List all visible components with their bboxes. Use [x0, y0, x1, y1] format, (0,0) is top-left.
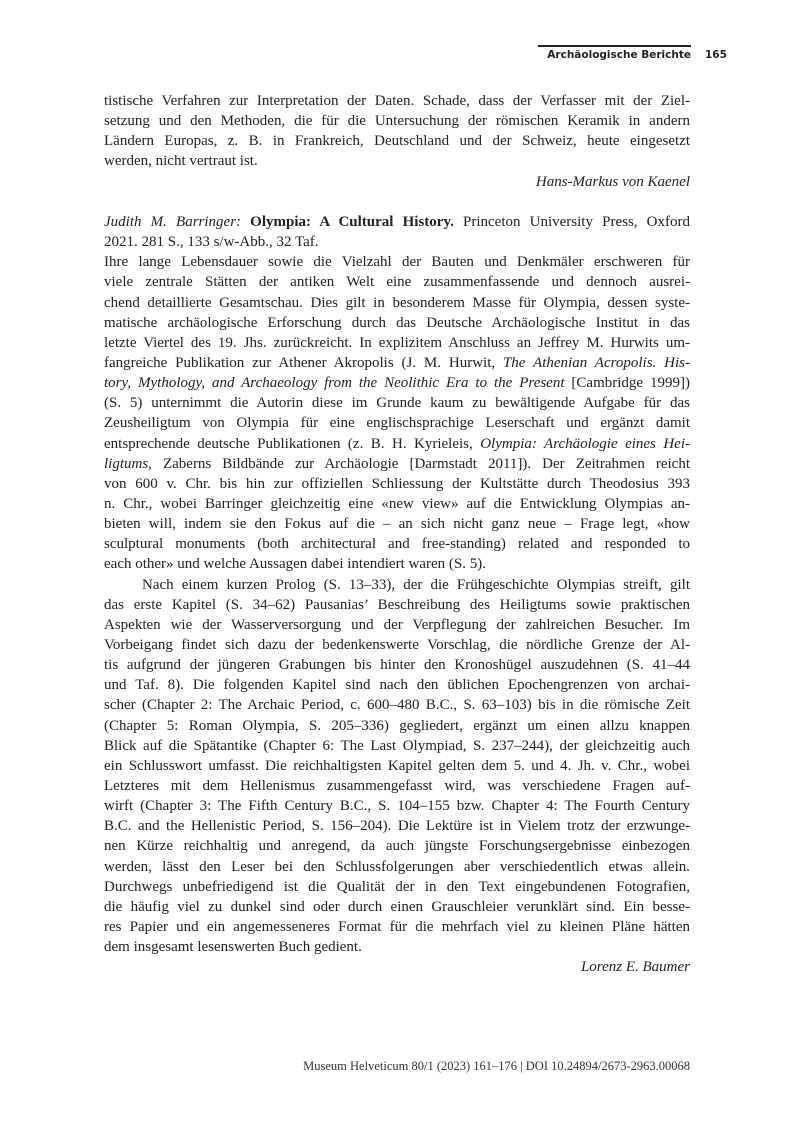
- text-line: [104, 514, 690, 534]
- review-citation: [104, 212, 690, 252]
- text-run: werden, lässt den Leser bei den Schlussfolgerungen aber verschiedentlich etwas allein.: [104, 858, 690, 875]
- italic-text-run: The Athenian Acropolis. His-: [502, 354, 690, 371]
- text-line: [104, 575, 690, 595]
- text-run: Ländern Europas, z. B. in Frankreich, Deutschland und der Schweiz, heute eingesetzt: [104, 133, 690, 150]
- text-run: scher (Chapter 2: The Archaic Period, c. 600–480 B.C., S. 63–103) bis in die römische Zeit: [104, 697, 690, 714]
- italic-text-run: tory, Mythology, and Archaeology from the Neolithic Era to the Present: [104, 375, 565, 392]
- text-line: [104, 212, 690, 232]
- text-run: Nach einem kurzen Prolog (S. 13–33), der die Frühgeschichte Olympias streift, gilt: [142, 576, 690, 593]
- text-run: und Taf. 8). Die folgenden Kapitel sind nach den üblichen Epochengrenzen von archai-: [104, 677, 690, 694]
- text-line: [104, 695, 690, 715]
- text-run: Vorbeigang findet sich dazu der bedenkenswerte Vorschlag, die nördliche Grenze der Al-: [104, 636, 690, 653]
- text-line: [104, 252, 690, 272]
- text-run: n. Chr., wobei Barringer gleichzeitig eine «new view» auf die Entwicklung Olympias an-: [104, 495, 690, 512]
- text-run: Ihre lange Lebensdauer sowie die Vielzahl der Bauten und Denkmäler erschweren für: [104, 254, 690, 271]
- text-line: [104, 776, 690, 796]
- text-line: [104, 877, 690, 897]
- text-run: das erste Kapitel (S. 34–62) Pausanias’ Beschreibung des Heiligtums sowie praktischen: [104, 596, 690, 613]
- text-run: entsprechende deutsche Publikationen (z. B. H. Kyrieleis,: [104, 435, 481, 452]
- text-run: Zaberns Bildbände zur Archäologie [Darmstadt 2011]). Der Zeitrahmen reicht: [151, 455, 690, 472]
- text-run: nen Kürze reichhaltig und anregend, da auch jüngste Forschungsergebnisse einbezogen: [104, 838, 690, 855]
- text-line: [104, 796, 690, 816]
- previous-review-signature: Hans-Markus von Kaenel: [535, 173, 690, 190]
- running-header-section: Archäologische Berichte: [547, 49, 691, 61]
- text-run: fangreiche Publikation zur Athener Akropolis (J. M. Hurwit,: [104, 354, 503, 371]
- text-line: [104, 454, 690, 474]
- text-line: [104, 272, 690, 292]
- journal-footer: Museum Helveticum 80/1 (2023) 161–176 | DOI 10.24894/2673-2963.00068: [303, 1059, 690, 1073]
- text-line: [104, 333, 690, 353]
- previous-review-text: [104, 91, 690, 172]
- text-line: [104, 937, 690, 957]
- bold-title: Olympia: A Cultural History.: [250, 214, 454, 230]
- text-line: [104, 232, 690, 252]
- text-line: [104, 131, 690, 151]
- previous-review-ending: [104, 91, 690, 192]
- text-line: [104, 373, 690, 393]
- text-run: setzung und den Methoden, die für die Untersuchung der römischen Keramik in andern: [104, 113, 690, 130]
- italic-text-run: ligtums,: [104, 455, 152, 472]
- text-run: (Chapter 5: Roman Olympia, S. 205–336) gegliedert, ergänzt um einen allzu knappen: [104, 717, 690, 734]
- text-line: [104, 393, 690, 413]
- text-line: [104, 615, 690, 635]
- text-run: tistische Verfahren zur Interpretation der Daten. Schade, dass der Verfasser mit der Ziel-: [104, 93, 690, 109]
- text-line: [104, 91, 690, 111]
- text-line: [104, 111, 690, 131]
- text-run: letzte Viertel des 19. Jhs. zurückreicht. In explizitem Anschluss an Jeffrey M. Hurwits um-: [104, 334, 690, 351]
- text-line: [104, 434, 690, 454]
- text-run: Letzteres mit dem Hellenismus zusammengefasst wird, was verschiedene Fragen auf-: [104, 777, 690, 794]
- text-run: von 600 v. Chr. bis hin zur offiziellen Schliessung der Kultstätte durch Theodosius 393: [104, 475, 690, 492]
- text-line: [104, 917, 690, 937]
- text-line: [104, 413, 690, 433]
- text-line: [104, 816, 690, 836]
- text-run: Aspekten wie der Wasserversorgung und der Verpflegung der zahlreichen Besucher. Im: [104, 616, 690, 633]
- text-line: [104, 494, 690, 514]
- text-run: res Papier und ein angemesseneres Format für die mehrfach viel zu kleinen Pläne hätten: [104, 918, 690, 935]
- text-line: [104, 313, 690, 333]
- text-line: [104, 897, 690, 917]
- text-run: Zeusheiligtum von Olympia für eine englischsprachige Leserschaft und ergänzt damit: [104, 415, 690, 432]
- text-run: Blick auf die Spätantike (Chapter 6: The Last Olympiad, S. 237–244), der gleichzeitig auch: [104, 737, 690, 754]
- text-line: [104, 353, 690, 373]
- review-paragraph-2: [104, 575, 690, 958]
- text-line: [104, 675, 690, 695]
- text-line: [104, 655, 690, 675]
- text-line: [104, 474, 690, 494]
- text-run: ein Schlusswort umfasst. Die reichhaltigsten Kapitel gelten dem 5. und 4. Jh. v. Chr., wobei: [104, 757, 690, 774]
- text-line: [104, 836, 690, 856]
- header-rule: [538, 45, 691, 47]
- text-line: [104, 595, 690, 615]
- text-run: 2021. 281 S., 133 s/w-Abb., 32 Taf.: [104, 234, 319, 251]
- text-run: viele zentrale Stätten der antiken Welt eine zusammenfassende und dennoch ausrei-: [104, 274, 690, 291]
- text-run: die häufig viel zu dunkel sind oder durch einen Grauschleier verunklärt sind. Ein besse-: [104, 898, 690, 915]
- italic-text-run: Judith M. Barringer:: [104, 214, 251, 230]
- text-run: sculptural monuments (both architectural and free-standing) related and responded to: [104, 536, 690, 553]
- page-number: 165: [705, 49, 727, 61]
- text-line: [104, 716, 690, 736]
- text-run: werden, nicht vertraut ist.: [104, 153, 258, 170]
- text-line: [104, 857, 690, 877]
- text-line: [104, 635, 690, 655]
- text-run: tis aufgrund der jüngeren Grabungen bis hinter den Kronoshügel auszudehnen (S. 41–44: [104, 657, 690, 674]
- text-run: each other» und welche Aussagen dabei intendiert waren (S. 5).: [104, 556, 486, 573]
- text-run: Princeton University Press, Oxford: [453, 214, 690, 230]
- text-line: [104, 736, 690, 756]
- italic-text-run: Olympia: Archäologie eines Hei-: [480, 435, 690, 452]
- text-run: (S. 5) unternimmt die Autorin diese im Grunde kaum zu bewältigende Aufgabe für das: [104, 395, 690, 412]
- text-line: [104, 756, 690, 776]
- review-barringer-olympia: [104, 212, 690, 977]
- text-run: B.C. and the Hellenistic Period, S. 156–204). Die Lektüre ist in Vielem trotz der erzwunge-: [104, 818, 690, 835]
- text-run: dem insgesamt lesenswerten Buch gedient.: [104, 939, 362, 956]
- review-signature: Lorenz E. Baumer: [580, 959, 690, 976]
- review-paragraph-1: [104, 252, 690, 574]
- text-run: [Cambridge 1999]): [564, 375, 690, 392]
- text-line: [104, 534, 690, 554]
- text-run: bieten will, indem sie den Fokus auf die – an sich nicht ganz neue – Frage legt, «how: [104, 516, 690, 533]
- text-run: chend detaillierte Gesamtschau. Dies gilt in besonderem Masse für Olympia, dessen syste-: [104, 294, 690, 311]
- text-run: Durchwegs unbefriedigend ist die Qualität der in den Text eingebundenen Fotografien,: [104, 878, 690, 895]
- text-line: [104, 293, 690, 313]
- text-line: [104, 151, 690, 171]
- text-line: [104, 554, 690, 574]
- text-run: matische archäologische Erforschung durch das Deutsche Archäologische Institut in das: [104, 314, 690, 331]
- text-run: wirft (Chapter 3: The Fifth Century B.C., S. 104–155 bzw. Chapter 4: The Fourth Century: [104, 798, 690, 815]
